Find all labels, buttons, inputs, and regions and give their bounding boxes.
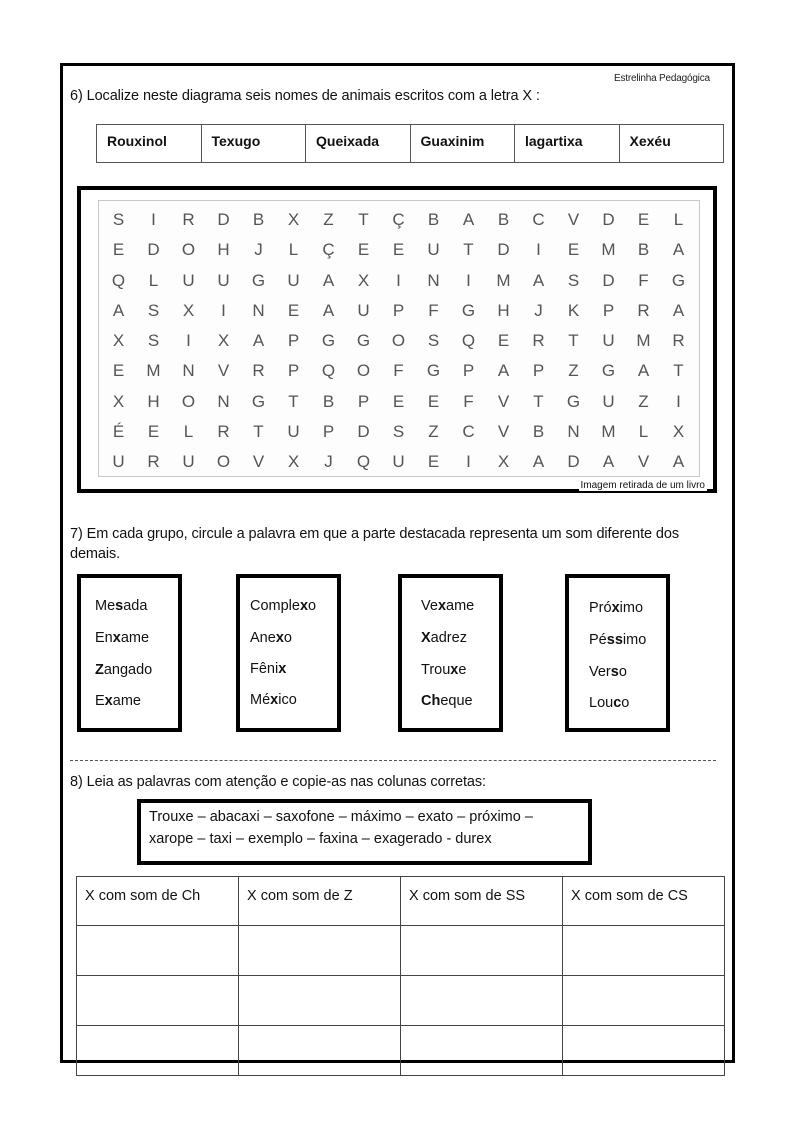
word-prefix: Pé [589,632,607,648]
word-search-letter[interactable]: G [356,331,371,351]
highlighted-part: Z [95,662,104,678]
word-suffix: imo [622,632,647,648]
word-search-letter[interactable]: U [602,391,615,411]
word-search-letter[interactable]: H [497,300,510,320]
word-search-letter[interactable]: X [357,270,370,290]
column-header: X com som de SS [401,877,563,926]
word-suffix: adrez [430,630,467,646]
word-search-letter[interactable]: R [217,422,230,442]
word-search-letter[interactable]: Q [461,331,476,351]
word-option[interactable] [95,598,147,614]
word-option[interactable] [589,695,629,711]
answer-cell[interactable] [401,1026,563,1076]
word-suffix: ico [278,692,297,708]
word-search-letter[interactable]: I [466,452,471,472]
word-search-letter[interactable]: X [287,210,300,229]
word-search-letter[interactable]: L [183,422,194,442]
question-7-title: 7) Em cada grupo, circule a palavra em que a parte destacada representa um som diferente dos demais. [70,526,680,562]
word-search-letter[interactable]: U [392,452,405,472]
word-search-letter[interactable]: P [602,300,615,320]
answer-cell[interactable] [77,926,239,976]
answer-cell[interactable] [563,1026,725,1076]
column-header: X com som de Z [239,877,401,926]
word-prefix: En [95,630,113,646]
word-search-letter[interactable]: B [322,391,335,411]
word-option[interactable] [250,598,316,614]
answer-cell[interactable] [401,976,563,1026]
animal-name-cell: Texugo [201,125,306,163]
word-search-letter[interactable]: A [672,300,685,320]
word-search-letter[interactable]: E [392,240,405,260]
word-search-letter[interactable]: M [146,361,161,381]
word-search-letter[interactable]: V [252,452,265,472]
word-search-letter[interactable]: O [181,391,196,411]
word-search-letter[interactable]: E [427,391,440,411]
word-search-letter[interactable]: E [287,300,300,320]
word-option[interactable] [589,600,643,616]
word-search-letter[interactable]: B [532,422,545,442]
word-search-letter[interactable]: A [252,331,265,351]
word-search-letter[interactable]: D [357,422,370,442]
word-search-letter[interactable]: S [112,210,125,229]
word-search-letter[interactable]: A [602,452,615,472]
word-search-letter[interactable]: O [181,240,196,260]
word-suffix: o [618,664,627,680]
word-search-letter[interactable]: J [254,240,263,260]
word-search-letter[interactable]: E [392,391,405,411]
image-credit: Imagem retirada de um livro [580,480,705,491]
highlighted-part: s [115,598,124,614]
word-search-letter[interactable]: R [532,331,545,351]
word-search-letter[interactable]: R [147,452,160,472]
highlighted-part: x [270,692,279,708]
animal-name-cell: Guaxinim [410,125,515,163]
word-search-letter[interactable]: E [147,422,160,442]
word-suffix: angado [103,662,153,678]
word-search-letter[interactable]: R [637,300,650,320]
word-search-letter[interactable]: A [637,361,650,381]
word-search-letter[interactable]: P [392,300,405,320]
word-search-letter[interactable]: U [357,300,370,320]
answer-cell[interactable] [77,976,239,1026]
word-search-letter[interactable]: P [322,422,335,442]
animal-name-cell: Rouxinol [97,125,202,163]
word-prefix: Pró [589,600,612,616]
word-search-letter[interactable]: H [217,240,230,260]
word-search-letter[interactable]: X [182,300,195,320]
word-bank-line: Trouxe – abacaxi – saxofone – máximo – exato – próximo – [149,809,533,825]
word-search-letter[interactable]: P [287,361,300,381]
answer-row [77,1026,725,1076]
word-search-letter[interactable]: G [671,270,686,290]
word-search-letter[interactable]: U [217,270,230,290]
word-search-letter[interactable]: N [427,270,440,290]
word-search-letter[interactable]: U [287,422,300,442]
question-6-title: 6) Localize neste diagrama seis nomes de animais escritos com a letra X : [70,88,540,104]
answer-table-header [77,877,725,926]
word-search-letter[interactable]: T [358,210,369,229]
word-search-grid [101,205,696,478]
word-prefix: Me [95,598,116,614]
word-search-letter[interactable]: B [252,210,265,229]
word-option[interactable] [589,632,646,648]
word-search-letter[interactable]: D [147,240,160,260]
word-option[interactable] [421,630,467,646]
word-search-letter[interactable]: U [602,331,615,351]
word-prefix: Ver [589,664,611,680]
word-prefix: Ve [421,598,438,614]
word-search-letter[interactable]: X [672,422,685,442]
word-option[interactable] [421,693,473,709]
answer-cell[interactable] [239,926,401,976]
word-search-letter[interactable]: O [391,331,406,351]
word-search-letter[interactable]: D [497,240,510,260]
word-search-letter[interactable]: X [287,452,300,472]
word-search-letter[interactable]: N [182,361,195,381]
word-bank-box [137,799,592,865]
word-search-letter[interactable]: Q [321,361,336,381]
word-search-letter[interactable]: X [112,391,125,411]
word-search-letter[interactable]: E [357,240,370,260]
word-suffix: o [621,695,630,711]
word-search-letter[interactable]: C [462,422,475,442]
word-group-box [398,574,503,732]
word-search-letter[interactable]: S [147,331,160,351]
word-search-letter[interactable]: I [151,210,156,229]
word-suffix: ada [123,598,148,614]
word-search-letter[interactable]: I [186,331,191,351]
animals-table [96,124,724,163]
answer-cell[interactable] [563,976,725,1026]
word-prefix: E [95,693,105,709]
word-option[interactable] [421,598,474,614]
word-search-letter[interactable]: Ç [322,240,335,260]
answer-row [77,976,725,1026]
word-search-letter[interactable]: B [427,210,440,229]
word-search-letter[interactable]: A [672,240,685,260]
word-search-letter[interactable]: Q [356,452,371,472]
word-search-letter[interactable]: M [601,240,616,260]
word-suffix: imo [619,600,644,616]
word-search-letter[interactable]: S [392,422,405,442]
word-search-letter[interactable]: F [463,391,474,411]
word-search-letter[interactable]: G [601,361,616,381]
word-search-letter[interactable]: X [112,331,125,351]
word-search-letter[interactable]: D [602,270,615,290]
highlighted-part: X [421,630,431,646]
word-prefix: Lou [589,695,614,711]
word-search-letter[interactable]: Z [638,391,649,411]
word-option[interactable] [421,662,466,678]
animals-row [97,125,724,163]
word-suffix: eque [440,693,473,709]
word-search-letter[interactable]: L [638,422,649,442]
word-search-letter[interactable]: A [112,300,125,320]
column-header: X com som de CS [563,877,725,926]
word-suffix: o [308,598,317,614]
animal-name-cell: lagartixa [515,125,620,163]
answer-row [77,926,725,976]
word-search-frame [77,186,717,493]
word-search-letter[interactable]: M [636,331,651,351]
word-search-letter[interactable]: U [427,240,440,260]
word-search-letter[interactable]: D [567,452,580,472]
word-search-letter[interactable]: G [566,391,581,411]
word-option[interactable] [250,630,292,646]
word-search-letter[interactable]: P [462,361,475,381]
word-prefix: Mé [250,692,271,708]
word-suffix: ame [120,630,150,646]
word-search-letter[interactable]: N [217,391,230,411]
word-search-letter[interactable]: S [147,300,160,320]
brand-label: Estrelinha Pedagógica [614,73,710,84]
word-suffix: e [458,662,467,678]
word-search-letter[interactable]: R [672,331,685,351]
word-search-letter[interactable]: B [637,240,650,260]
word-search-letter[interactable]: S [567,270,580,290]
word-search-letter[interactable]: V [567,210,580,229]
word-suffix: o [283,630,292,646]
word-search-letter[interactable]: L [673,210,684,229]
animal-name-cell: Xexéu [619,125,724,163]
word-search-letter[interactable]: P [287,331,300,351]
word-search-letter[interactable]: C [532,210,545,229]
word-search-letter[interactable]: F [638,270,649,290]
word-search-letter[interactable]: R [252,361,265,381]
word-search-letter[interactable]: H [147,391,160,411]
word-option[interactable] [589,664,627,680]
word-search-letter[interactable]: N [252,300,265,320]
highlighted-part: x [437,598,447,614]
word-search-letter[interactable]: V [497,391,510,411]
word-search-letter[interactable]: V [497,422,510,442]
word-search-letter[interactable]: A [322,270,335,290]
word-search-letter[interactable]: Z [568,361,579,381]
word-search-letter[interactable]: G [321,331,336,351]
word-search-letter[interactable]: E [637,210,650,229]
column-header: X com som de Ch [77,877,239,926]
word-search-letter[interactable]: G [426,361,441,381]
word-search-letter[interactable]: G [251,270,266,290]
word-search-letter[interactable]: T [533,391,544,411]
answer-cell[interactable] [401,926,563,976]
word-group-box [77,574,182,732]
word-suffix: ame [112,693,141,709]
highlighted-part: x [611,600,620,616]
word-search-letter[interactable]: A [532,452,545,472]
highlighted-part: x [112,630,121,646]
word-search-letter[interactable]: Q [111,270,126,290]
word-search-letter[interactable]: D [602,210,615,229]
word-search-letter[interactable]: X [497,452,510,472]
word-search-letter[interactable]: F [393,361,404,381]
word-search-letter[interactable]: T [288,391,299,411]
word-group-box [236,574,341,732]
word-search-letter[interactable]: G [251,391,266,411]
word-search-letter[interactable]: F [428,300,439,320]
word-search-letter[interactable]: S [427,331,440,351]
answer-cell[interactable] [77,1026,239,1076]
word-search-letter[interactable]: U [182,452,195,472]
word-search-letter[interactable]: T [673,361,684,381]
word-search-letter[interactable]: J [534,300,543,320]
word-search-letter[interactable]: L [148,270,159,290]
word-search-letter[interactable]: X [217,331,230,351]
highlighted-part: x [299,598,309,614]
section-divider [70,760,716,761]
highlighted-part: c [613,695,622,711]
word-prefix: Fêni [250,661,279,677]
word-search-letter[interactable]: J [324,452,333,472]
word-suffix: ame [446,598,475,614]
word-search-letter[interactable]: A [497,361,510,381]
word-search-letter[interactable]: É [112,422,125,442]
word-search-letter[interactable]: I [396,270,401,290]
highlighted-part: x [450,662,459,678]
word-search-letter[interactable]: Z [428,422,439,442]
answer-table [76,876,725,1076]
word-search-letter[interactable]: V [637,452,650,472]
word-search-letter[interactable]: A [672,452,685,472]
word-search-letter[interactable]: A [532,270,545,290]
word-search-letter[interactable]: A [462,210,475,229]
word-search-letter[interactable]: E [112,240,125,260]
answer-cell[interactable] [239,1026,401,1076]
word-search-letter[interactable]: I [676,391,681,411]
word-search-letter[interactable]: E [497,331,510,351]
word-search-letter[interactable]: B [497,210,510,229]
word-search-letter[interactable]: I [466,270,471,290]
word-search-letter[interactable]: G [461,300,476,320]
word-bank-line: xarope – taxi – exemplo – faxina – exagerado - durex [149,831,492,847]
word-search-letter[interactable]: M [601,422,616,442]
word-search-letter[interactable]: T [463,240,474,260]
word-search-letter[interactable]: T [253,422,264,442]
word-search-letter[interactable]: U [287,270,300,290]
word-option[interactable] [95,693,141,709]
word-option[interactable] [250,661,286,677]
word-search-letter[interactable]: M [496,270,511,290]
highlighted-part: x [278,661,287,677]
highlighted-part: x [104,693,113,709]
word-prefix: Ane [250,630,276,646]
word-search-letter[interactable]: E [112,361,125,381]
animal-name-cell: Queixada [306,125,411,163]
word-search-letter[interactable]: K [567,300,580,320]
word-prefix: Comple [250,598,300,614]
word-search-letter[interactable]: I [536,240,541,260]
word-search-letter[interactable]: Ç [392,210,405,229]
word-search-letter[interactable]: O [216,452,231,472]
word-search-letter[interactable]: V [217,361,230,381]
highlighted-part: ss [606,632,623,648]
word-search-letter[interactable]: Z [323,210,334,229]
word-search-image [98,200,700,477]
word-search-letter[interactable]: E [567,240,580,260]
answer-cell[interactable] [239,976,401,1026]
word-search-letter[interactable]: U [182,270,195,290]
word-search-letter[interactable]: P [532,361,545,381]
word-prefix: Trou [421,662,451,678]
word-search-letter[interactable]: E [427,452,440,472]
word-search-letter[interactable]: U [112,452,125,472]
question-8-title: 8) Leia as palavras com atenção e copie-as nas colunas corretas: [70,774,486,790]
highlighted-part: x [275,630,284,646]
word-search-letter[interactable]: R [182,210,195,229]
answer-cell[interactable] [563,926,725,976]
word-group-box [565,574,670,732]
word-search-letter[interactable]: D [217,210,230,229]
word-search-letter[interactable]: O [356,361,371,381]
word-option[interactable] [95,662,152,678]
word-search-letter[interactable]: L [288,240,299,260]
highlighted-part: Ch [421,693,441,709]
word-search-letter[interactable]: T [568,331,579,351]
highlighted-part: s [610,664,619,680]
word-search-letter[interactable]: I [221,300,226,320]
word-option[interactable] [95,630,149,646]
word-search-letter[interactable]: N [567,422,580,442]
word-option[interactable] [250,692,297,708]
word-search-letter[interactable]: A [322,300,335,320]
word-search-letter[interactable]: P [357,391,370,411]
